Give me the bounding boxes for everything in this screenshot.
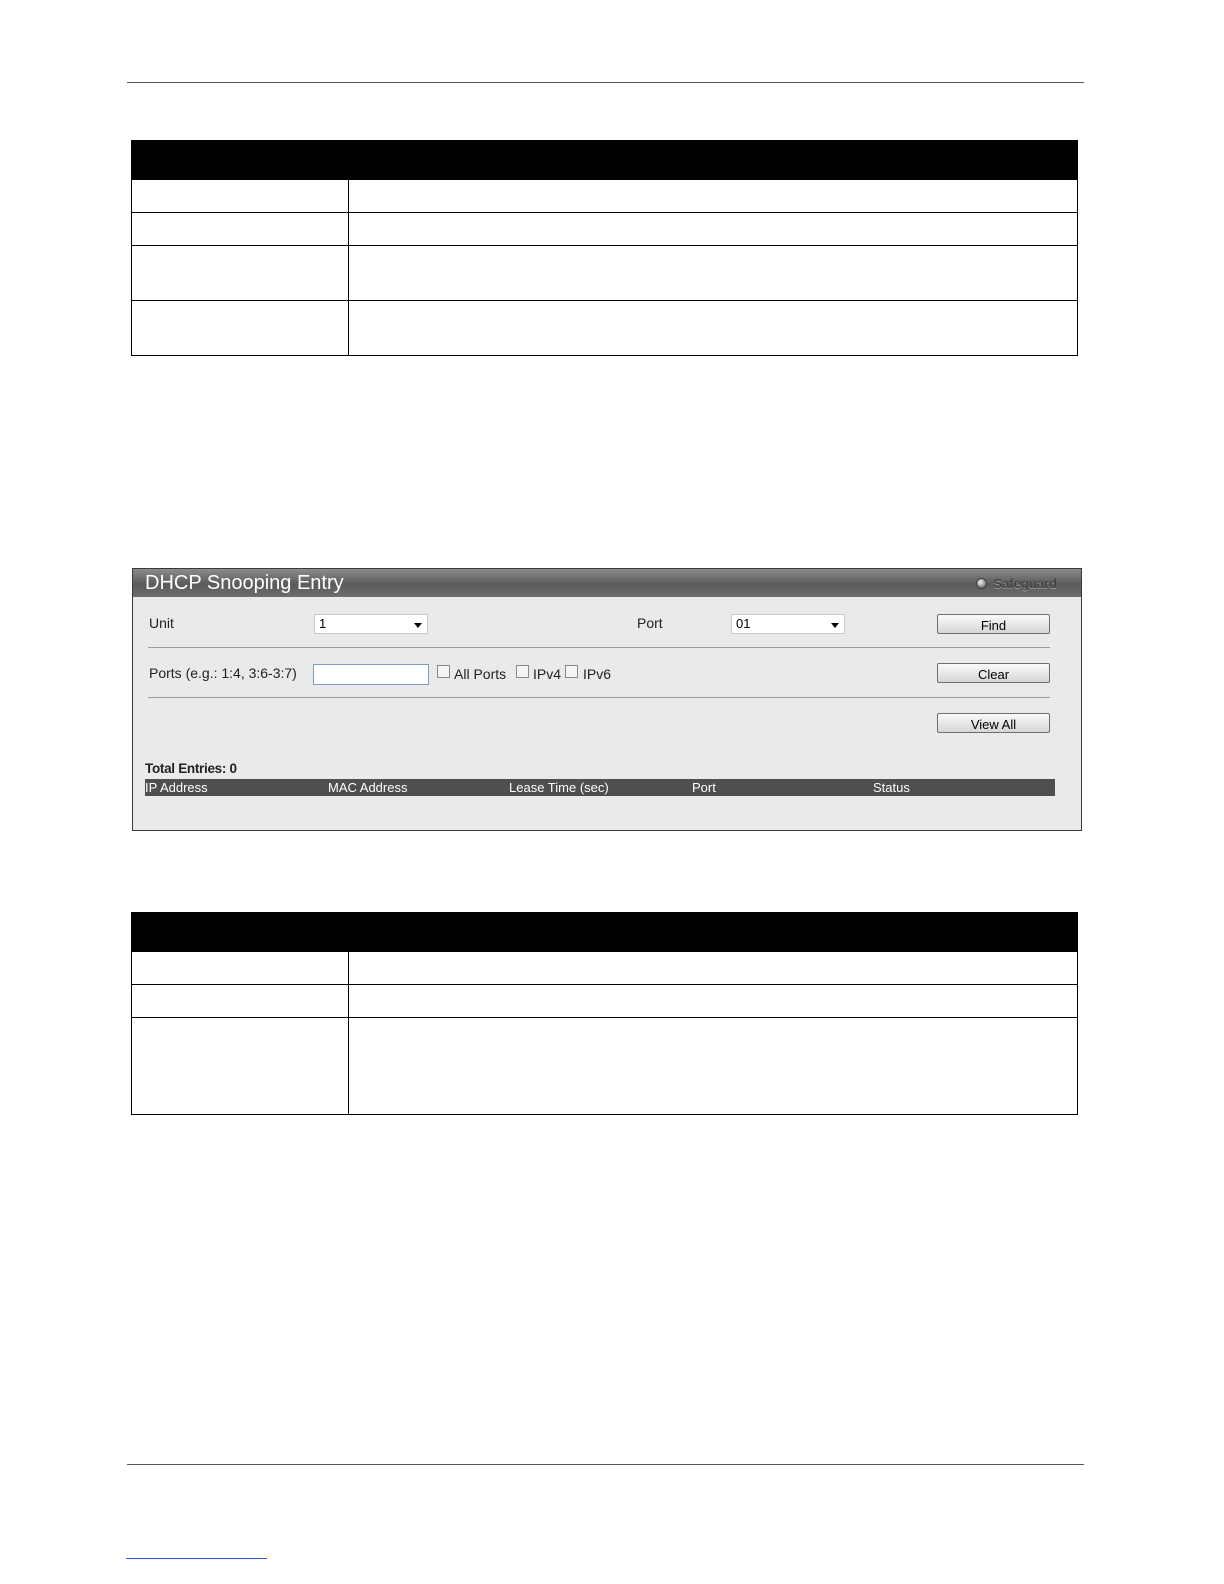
ipv6-checkbox[interactable] (565, 665, 578, 678)
total-entries: Total Entries: 0 (145, 761, 237, 776)
safeguard-icon (976, 578, 987, 589)
table-row (132, 985, 1078, 1018)
ipv4-checkbox[interactable] (516, 665, 529, 678)
unit-label: Unit (149, 615, 174, 631)
column-header-mac-address: MAC Address (328, 780, 408, 795)
chevron-down-icon (831, 623, 839, 628)
table-header-cell (349, 913, 1078, 952)
ports-label: Ports (e.g.: 1:4, 3:6-3:7) (149, 665, 297, 681)
column-header-port: Port (692, 780, 716, 795)
port-label: Port (637, 615, 663, 631)
unit-select-value: 1 (319, 616, 327, 631)
table-row (132, 213, 1078, 246)
safeguard-indicator (976, 576, 1057, 591)
results-table-header (145, 779, 1055, 796)
ports-input[interactable] (313, 664, 429, 685)
port-select[interactable] (731, 614, 845, 634)
footer-rule (127, 1464, 1084, 1465)
ipv6-label: IPv6 (583, 666, 612, 682)
ipv4-label: IPv4 (533, 666, 562, 682)
unit-select[interactable] (314, 614, 428, 634)
all-ports-checkbox[interactable] (437, 665, 450, 678)
table-header-cell (349, 141, 1078, 180)
footer-link-underline (126, 1558, 267, 1559)
divider (148, 697, 1050, 698)
table-row (132, 301, 1078, 356)
table-row (132, 180, 1078, 213)
column-header-lease-time: Lease Time (sec) (509, 780, 609, 795)
divider (148, 647, 1050, 648)
clear-button[interactable]: Clear (937, 663, 1050, 683)
safeguard-label: Safeguard (993, 576, 1057, 591)
table-row (132, 952, 1078, 985)
header-rule (127, 82, 1084, 83)
panel-title-bar (133, 569, 1081, 597)
parameter-table-top (131, 140, 1078, 356)
port-select-value: 01 (736, 616, 751, 631)
column-header-ip-address: IP Address (145, 780, 208, 795)
panel-title: DHCP Snooping Entry (145, 572, 344, 594)
all-ports-label: All Ports (454, 666, 507, 682)
table-row (132, 246, 1078, 301)
column-header-status: Status (873, 780, 910, 795)
dhcp-snooping-entry-panel (132, 568, 1082, 831)
table-header-cell (132, 141, 349, 180)
parameter-table-bottom (131, 912, 1078, 1115)
table-header-cell (132, 913, 349, 952)
find-button[interactable]: Find (937, 614, 1050, 634)
view-all-button[interactable]: View All (937, 713, 1050, 733)
table-row (132, 1018, 1078, 1115)
chevron-down-icon (414, 623, 422, 628)
